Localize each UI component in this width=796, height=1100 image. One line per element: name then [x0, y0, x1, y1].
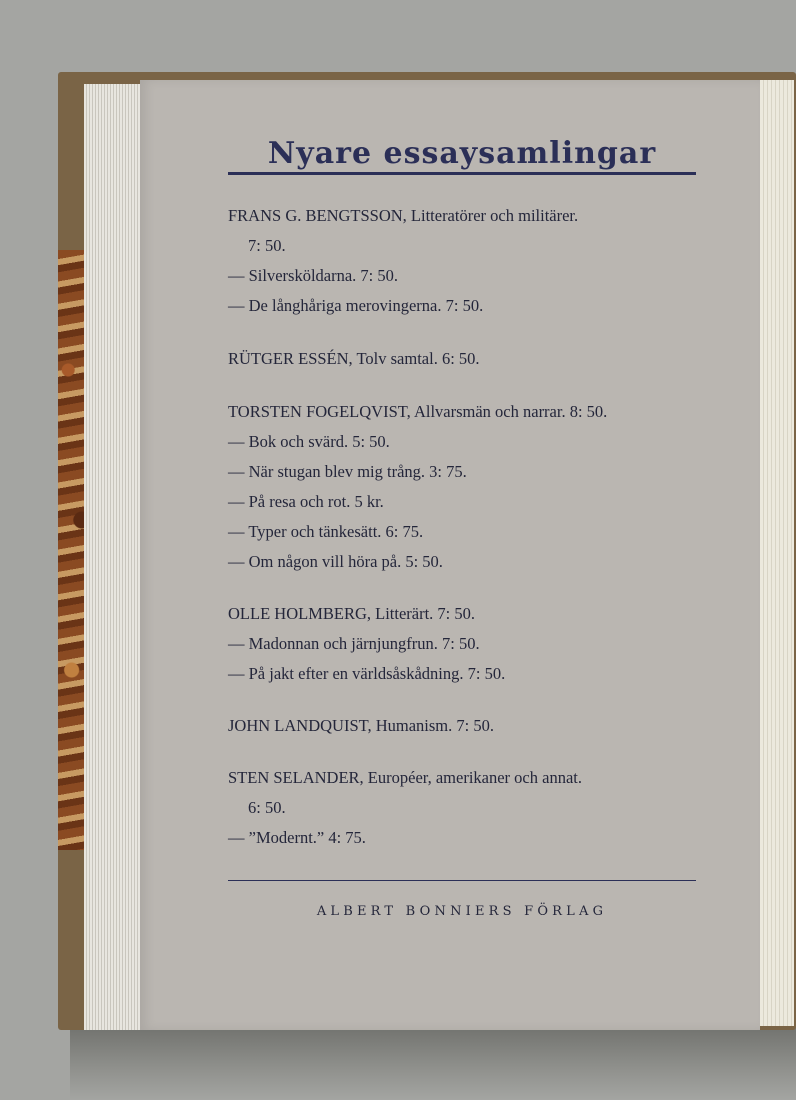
author-entry-continuation: 6: 50. [248, 798, 286, 817]
essay-list [228, 201, 708, 853]
author-entry-selander: STEN SELANDER, Européer, amerikaner och annat. [228, 768, 582, 787]
table-shadow [70, 1020, 796, 1100]
publisher-name: ALBERT BONNIERS FÖRLAG [316, 904, 608, 919]
work-entry: — Silversköldarna. 7: 50. [228, 266, 399, 285]
book-page [140, 80, 760, 1030]
work-entry: — Om någon vill höra på. 5: 50. [228, 552, 443, 571]
title-underline [228, 172, 696, 175]
work-entry: — När stugan blev mig trång. 3: 75. [228, 462, 467, 481]
work-entry: — Typer och tänkesätt. 6: 75. [228, 522, 424, 541]
author-entry-continuation: 7: 50. [248, 236, 286, 255]
author-entry-essen: RÜTGER ESSÉN, Tolv samtal. 6: 50. [228, 349, 480, 368]
author-entry-fogelqvist: TORSTEN FOGELQVIST, Allvarsmän och narrar. 8: 50. [228, 402, 608, 421]
right-page-stack [760, 80, 794, 1026]
footer-rule [228, 880, 696, 881]
work-entry: — Bok och svärd. 5: 50. [228, 432, 390, 451]
author-entry-bengtsson: FRANS G. BENGTSSON, Litteratörer och militärer. [228, 206, 579, 225]
work-entry: — Madonnan och järnjungfrun. 7: 50. [228, 634, 480, 653]
work-entry: — ”Modernt.” 4: 75. [228, 828, 366, 847]
work-entry: — På resa och rot. 5 kr. [228, 492, 384, 511]
work-entry: — På jakt efter en världsåskådning. 7: 50. [228, 664, 506, 683]
author-entry-landquist: JOHN LANDQUIST, Humanism. 7: 50. [228, 716, 494, 735]
page-title: Nyare essaysamlingar [267, 136, 657, 171]
author-entry-holmberg: OLLE HOLMBERG, Litterärt. 7: 50. [228, 604, 476, 623]
work-entry: — De långhåriga merovingerna. 7: 50. [228, 296, 484, 315]
